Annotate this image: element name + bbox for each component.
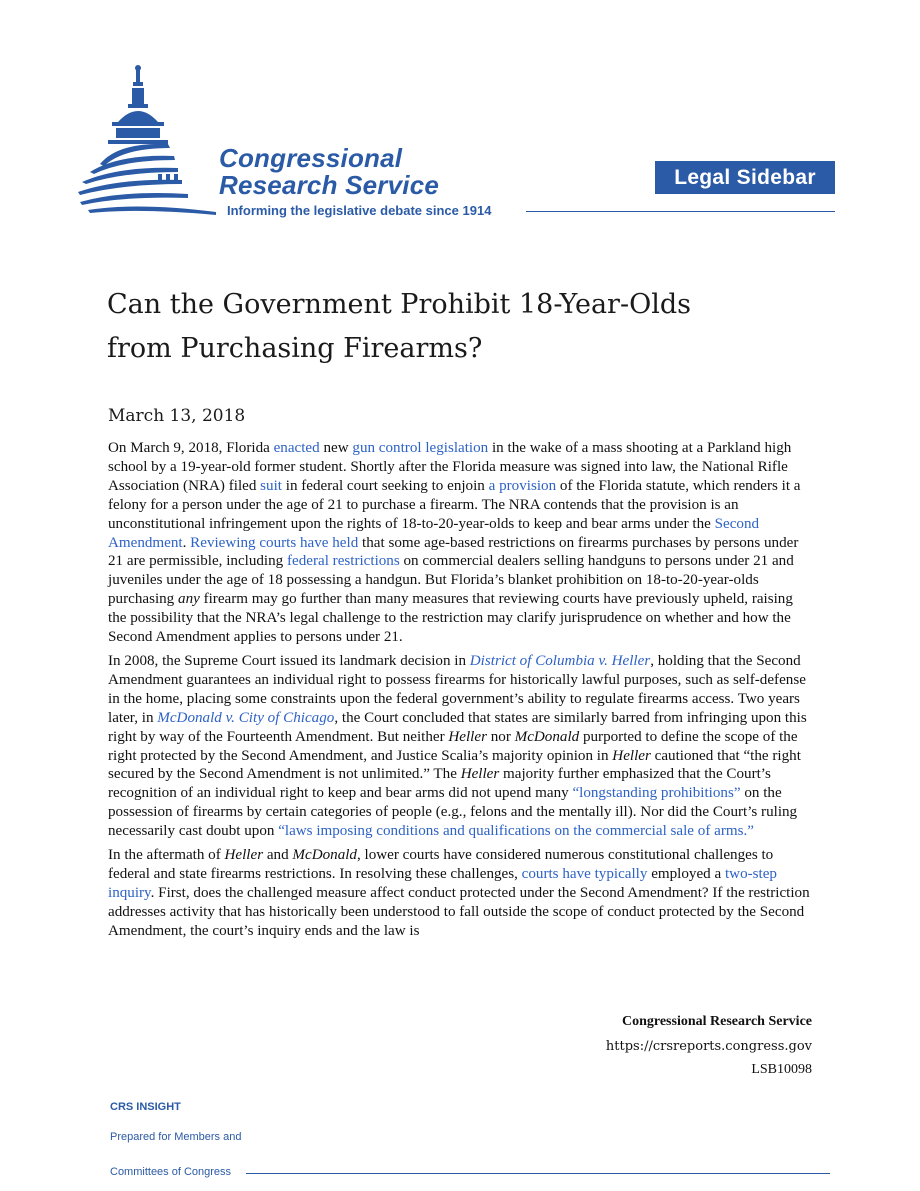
text: new — [319, 440, 353, 456]
text: in federal court seeking to enjoin — [281, 477, 489, 494]
publication-date: March 13, 2018 — [108, 406, 246, 426]
link-heller-case[interactable]: District of Columbia v. Heller — [469, 652, 651, 669]
case-name: Heller — [224, 847, 264, 864]
link-two-step-inquiry[interactable]: two-step inquiry — [108, 865, 777, 901]
link-second-amendment[interactable]: Second Amendment — [108, 515, 760, 551]
prepared-for-line2: Committees of Congress — [110, 1166, 232, 1178]
case-name: Heller — [448, 728, 487, 745]
link-longstanding-prohibitions[interactable]: “longstanding prohibitions” — [572, 785, 741, 802]
org-tagline: Informing the legislative debate since 1914 — [227, 203, 492, 218]
link-reviewing-courts[interactable]: Reviewing courts have held — [190, 534, 359, 551]
footer-report-id: LSB10098 — [751, 1062, 812, 1077]
link-enacted[interactable]: enacted — [273, 440, 320, 456]
text: . — [182, 534, 191, 551]
case-name: Heller — [460, 766, 500, 783]
title-line-2: from Purchasing Firearms? — [107, 333, 483, 364]
org-name-line1: Congressional — [219, 143, 403, 173]
case-name: McDonald — [514, 728, 580, 745]
text: firearm may go further than many measures that reviewing courts have previously upheld, raising the possibility that the NRA’s legal challenge to the restriction may clarify jurisprudence on whether and how the Second Amendment applies to persons under 21. — [108, 591, 793, 646]
text: , the Court concluded that states are similarly barred from infringing upon this right by way of the Fourteenth Amendment. But neither — [108, 709, 807, 745]
link-gun-control-legislation[interactable]: gun control legislation — [352, 440, 489, 456]
legal-sidebar-badge: Legal Sidebar — [655, 161, 835, 194]
paragraph-3 — [108, 846, 814, 941]
body-text — [108, 439, 814, 946]
text: . First, does the challenged measure affect conduct protected under the Second Amendment? If the restriction addresses activity that has historically been understood to fall outside the scope of conduct protected by the Second Amendment, the court’s inquiry ends and the law is — [108, 884, 810, 939]
text: nor — [486, 728, 515, 745]
text: on commercial dealers selling handguns to persons under 21 and juveniles under the age of 18 possessing a handgun. But Florida’s blanket prohibition on 18-to-20-year-olds purchasing — [108, 553, 794, 608]
link-laws-imposing-conditions[interactable]: “laws imposing conditions and qualifications on the commercial sale of arms.” — [278, 823, 754, 840]
text: purported to define the scope of the right protected by the Second Amendment, and Justice Scalia’s majority opinion in — [108, 728, 798, 764]
link-provision[interactable]: a provision — [488, 477, 557, 494]
text: In 2008, the Supreme Court issued its landmark decision in — [108, 652, 470, 669]
text: In the aftermath of — [108, 847, 225, 864]
text: on the possession of firearms by certain categories of people (e.g., felons and the mentally ill). Nor did the Court’s ruling necessarily cast doubt upon — [108, 785, 798, 840]
series-label: CRS INSIGHT — [110, 1101, 181, 1113]
link-courts-have-typically[interactable]: courts have typically — [521, 865, 648, 882]
text: in the wake of a mass shooting at a Parkland high school by a 19-year-old former student. Shortly after the Florida measure was signed into law, the National Rifle Association (NRA) filed — [108, 440, 792, 494]
prepared-for-line1: Prepared for Members and — [110, 1131, 242, 1143]
org-name-line2: Research Service — [219, 170, 440, 200]
paragraph-2 — [108, 652, 814, 841]
text: , lower courts have considered numerous constitutional challenges to federal and state firearms restrictions. In resolving these challenges, — [108, 847, 774, 882]
link-federal-restrictions[interactable]: federal restrictions — [287, 553, 400, 570]
header-rule — [526, 211, 835, 212]
footer-org: Congressional Research Service — [621, 1014, 812, 1029]
case-name: Heller — [612, 747, 651, 764]
text: and — [263, 847, 293, 864]
text: that some age-based restrictions on firearms purchases by persons under 21 are permissible, including — [108, 534, 799, 570]
emphasis-any: any — [178, 591, 200, 608]
text: employed a — [647, 865, 725, 882]
title-line-1: Can the Government Prohibit 18-Year-Olds — [107, 289, 691, 320]
text: On March 9, 2018, Florida — [108, 440, 274, 456]
paragraph-1 — [108, 439, 814, 647]
case-name: McDonald — [292, 847, 357, 864]
link-mcdonald-case[interactable]: McDonald v. City of Chicago — [157, 709, 335, 726]
document-title — [107, 283, 867, 371]
text: cautioned that “the right secured by the Second Amendment is not unlimited.” The — [108, 747, 801, 783]
link-suit[interactable]: suit — [260, 477, 282, 494]
capitol-dome-logo — [78, 62, 228, 217]
text: , holding that the Second Amendment guarantees an individual right to possess firearms for historically lawful purposes, such as self-defense in the home, placing some constraints upon the federal government’s ability to regulate firearms access. Two years later, in — [108, 652, 806, 726]
footer-url[interactable]: https://crsreports.congress.gov — [605, 1039, 812, 1054]
text: of the Florida statute, which renders it a felony for a person under the age of 21 to purchase a firearm. The NRA contends that the provision is an unconstitutional infringement upon the rights of 18-to-20-year-olds to keep and bear arms under the — [108, 477, 801, 532]
text: majority further emphasized that the Court’s recognition of an individual right to keep and bear arms did not upend many — [108, 766, 771, 802]
footer-rule — [246, 1173, 830, 1174]
